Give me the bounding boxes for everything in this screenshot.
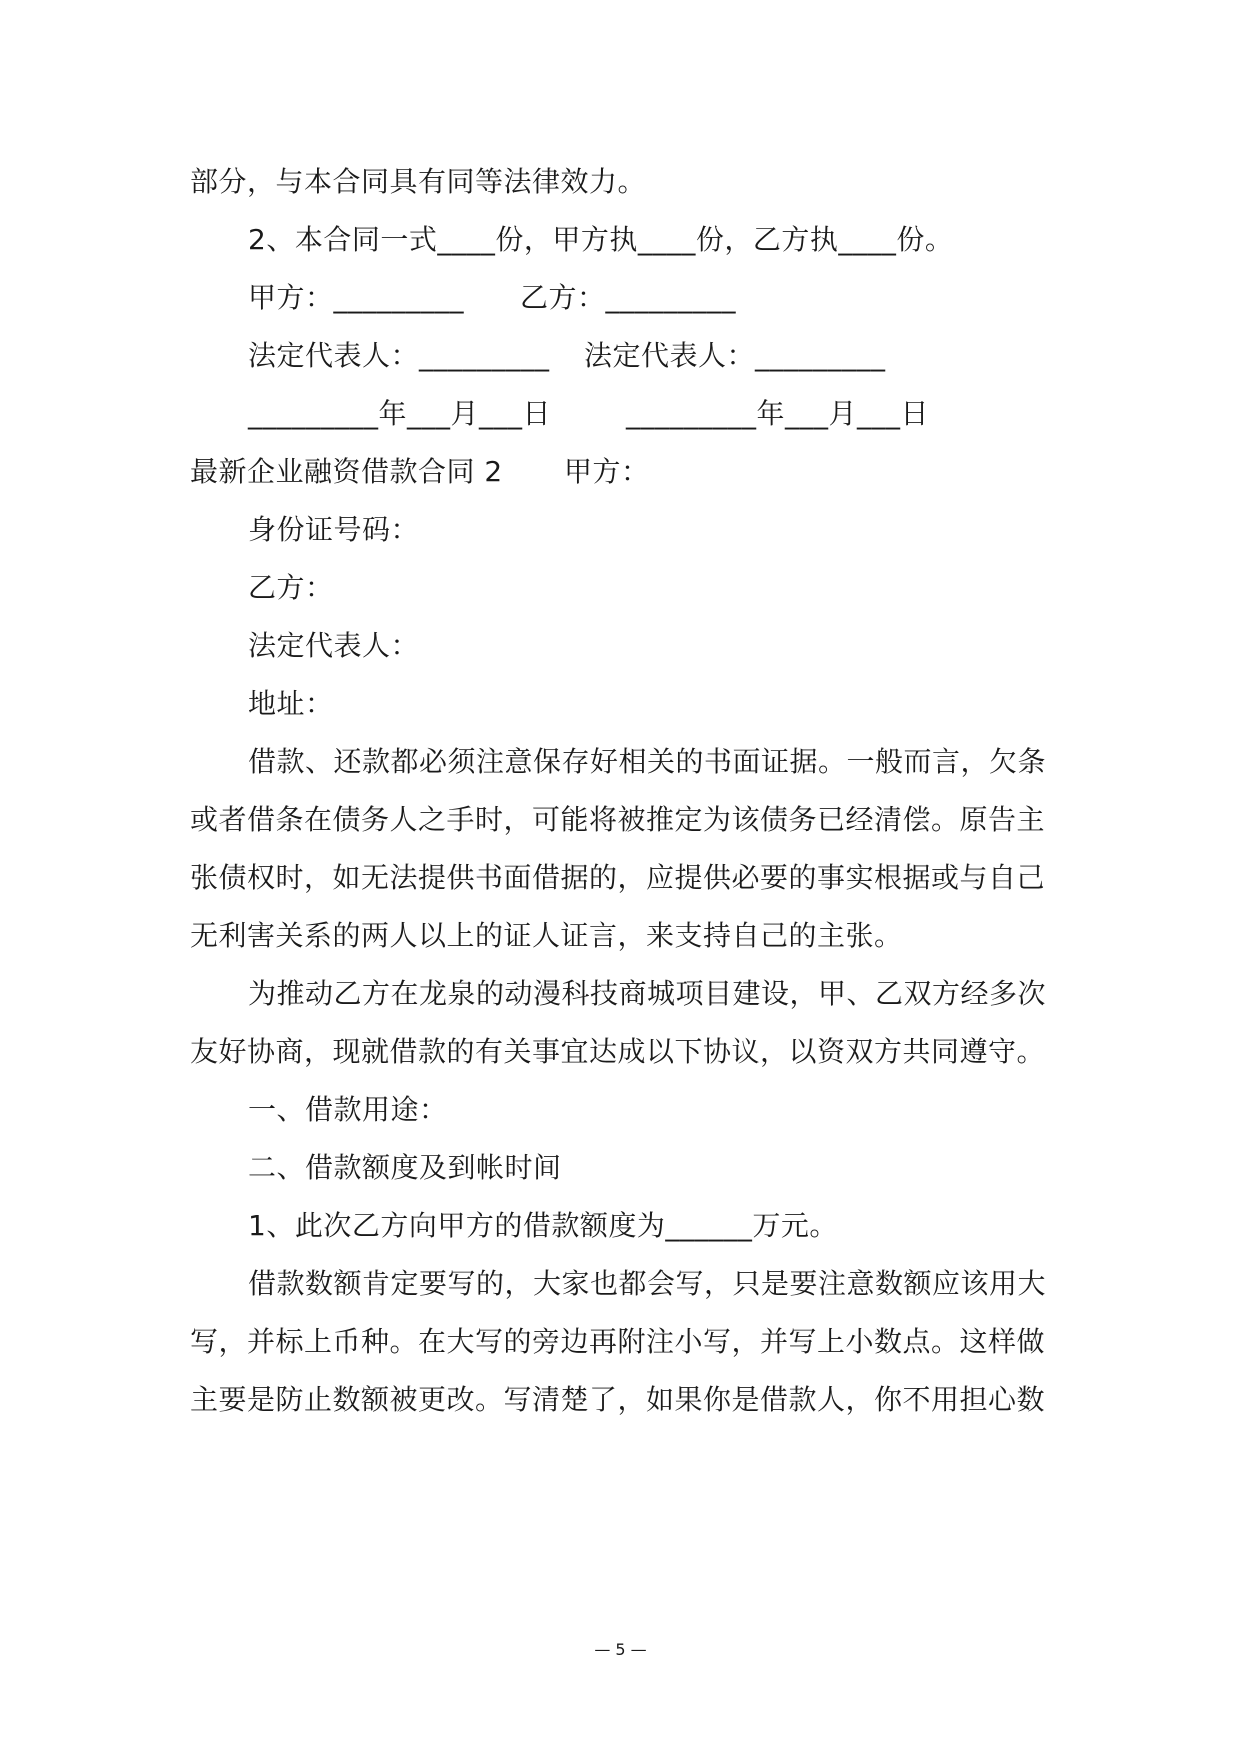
paragraph-line: 借款、还款都必须注意保存好相关的书面证据。一般而言，欠条 <box>248 745 1047 778</box>
paragraph-line: 写，并标上币种。在大写的旁边再附注小写，并写上小数点。这样做 <box>190 1325 1046 1358</box>
party-a-line: 甲方：_________ <box>248 281 465 314</box>
rep-b-line: 法定代表人：_________ <box>584 339 886 372</box>
paragraph-line: 张债权时，如无法提供书面借据的，应提供必要的事实根据或与自己 <box>190 861 1046 894</box>
paragraph-line: 一、借款用途： <box>248 1093 448 1126</box>
date-b-line: _________年___月___日 <box>626 397 930 430</box>
paragraph-line: 2、本合同一式____份，甲方执____份，乙方执____份。 <box>248 223 954 256</box>
paragraph-line: 二、借款额度及到帐时间 <box>248 1151 562 1184</box>
date-a-line: _________年___月___日 <box>248 397 552 430</box>
paragraph-line: 乙方： <box>248 571 334 604</box>
paragraph-line: 友好协商，现就借款的有关事宜达成以下协议，以资双方共同遵守。 <box>190 1035 1046 1068</box>
paragraph-line: 无利害关系的两人以上的证人证言，来支持自己的主张。 <box>190 919 903 952</box>
paragraph-line: 甲方： <box>564 455 650 488</box>
paragraph-line: 借款数额肯定要写的，大家也都会写，只是要注意数额应该用大 <box>248 1267 1047 1300</box>
rep-a-line: 法定代表人：_________ <box>248 339 550 372</box>
paragraph-line: 法定代表人： <box>248 629 420 662</box>
paragraph-line: 1、此次乙方向甲方的借款额度为______万元。 <box>248 1209 838 1242</box>
paragraph-line: 为推动乙方在龙泉的动漫科技商城项目建设，甲、乙双方经多次 <box>248 977 1047 1010</box>
party-b-line: 乙方：_________ <box>520 281 737 314</box>
paragraph-line: 或者借条在债务人之手时，可能将被推定为该债务已经清偿。原告主 <box>190 803 1046 836</box>
paragraph-line: 主要是防止数额被更改。写清楚了，如果你是借款人，你不用担心数 <box>190 1383 1046 1416</box>
paragraph-line: 部分，与本合同具有同等法律效力。 <box>190 165 647 198</box>
section-title: 最新企业融资借款合同 2 <box>190 455 503 488</box>
paragraph-line: 身份证号码： <box>248 513 420 546</box>
paragraph-line: 地址： <box>248 687 334 720</box>
page-number: — 5 — <box>594 1640 647 1659</box>
